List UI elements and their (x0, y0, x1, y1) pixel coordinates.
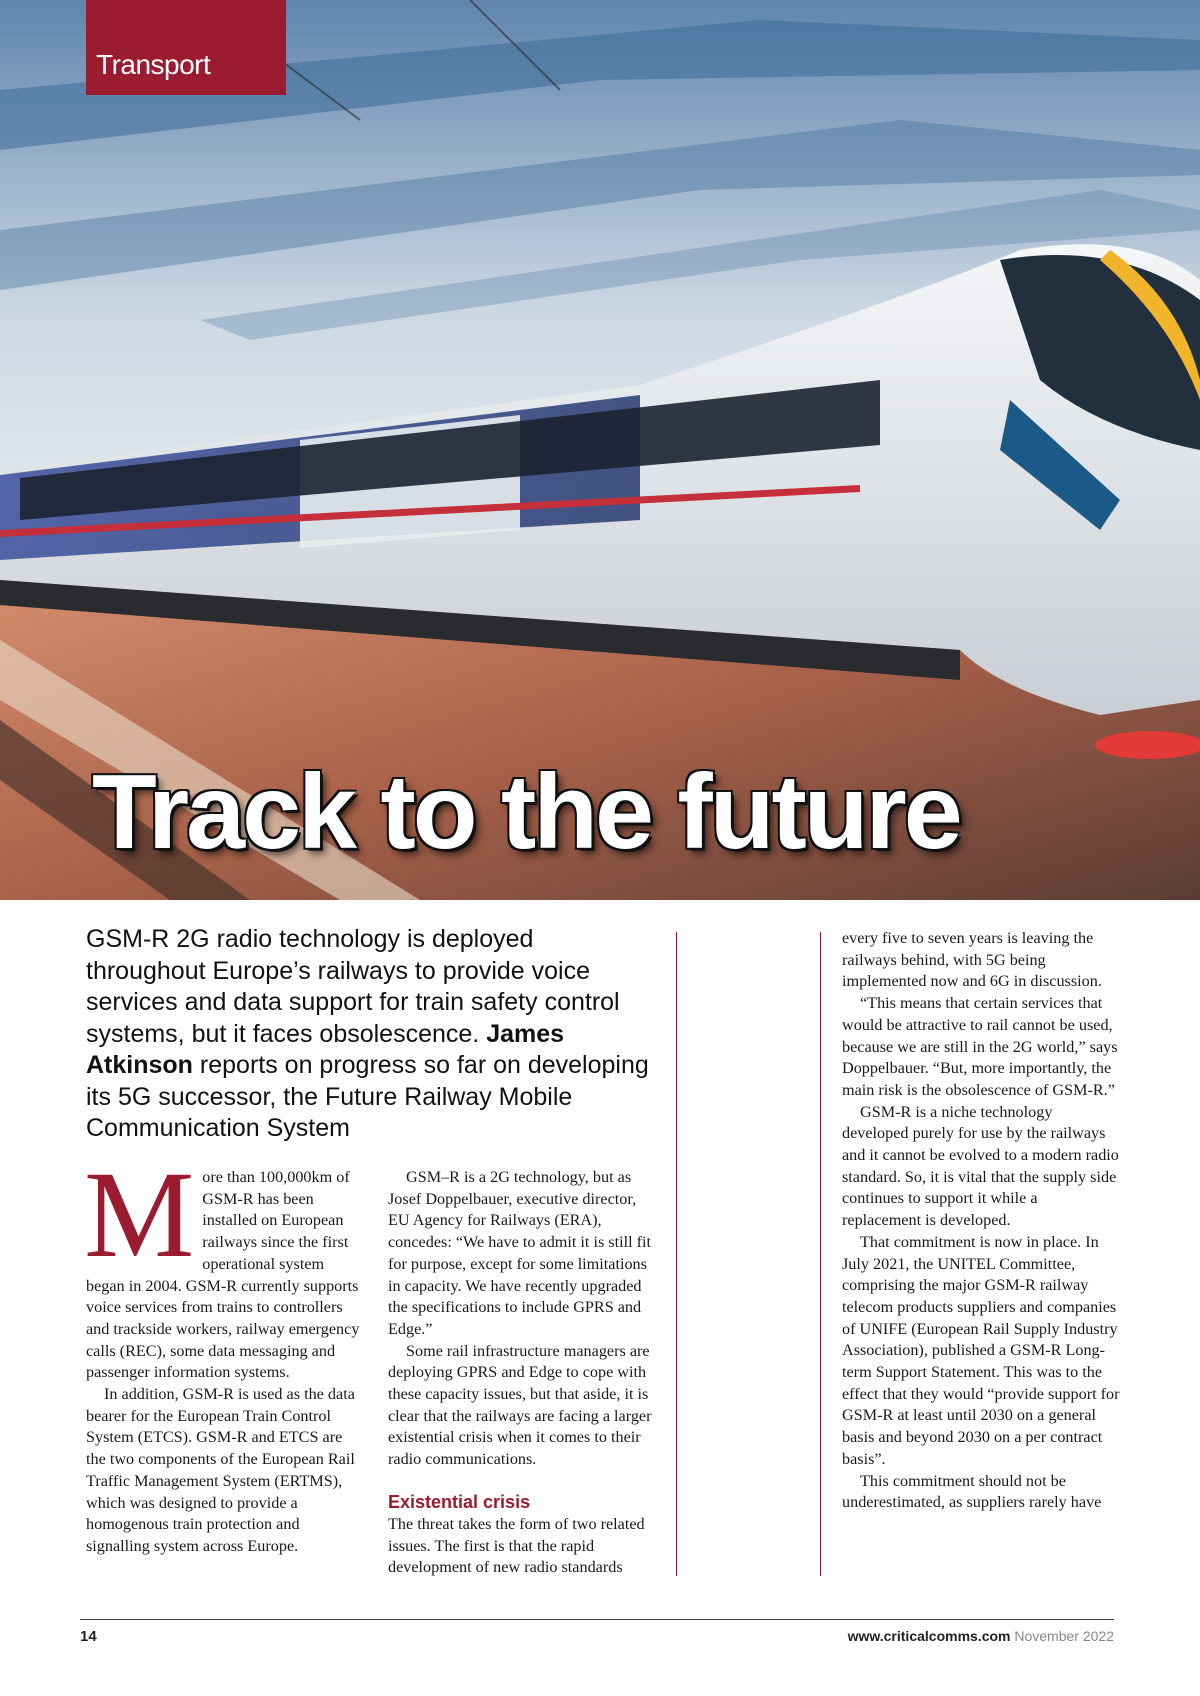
footer-publication (848, 1628, 1114, 1644)
body-column-2 (388, 1167, 660, 1579)
paragraph: “This means that certain services that would be attractive to rail cannot be used, because we are still in the 2G world,” says Doppelbauer. “But, more importantly, the main risk is the obsolescence of GSM-R.” (842, 994, 1118, 1099)
column-divider (676, 932, 677, 1576)
author-name: James Atkinson (86, 1019, 565, 1079)
paragraph: Some rail infrastructure managers are deploying GPRS and Edge to cope with these capacity issues, but that aside, it is clear that the railways are facing a larger existential crisis when it comes to their radio communications. (388, 1341, 652, 1469)
paragraph: In addition, GSM-R is used as the data bearer for the European Train Control System (ETCS). GSM-R and ETCS are the two components of the European Rail Traffic Management System (ERTMS), which was designed to provide a homogenous train protection and signalling system across Europe. (86, 1385, 355, 1555)
website-link[interactable]: www.criticalcomms.com (847, 1628, 1011, 1644)
footer-rule (80, 1619, 1114, 1620)
standfirst-outro: reports on progress so far on developing its 5G successor, the Future Railway Mobile Communication System (86, 1051, 649, 1142)
paragraph (84, 1146, 364, 1384)
section-label: Transport (96, 49, 211, 80)
body-column-1 (84, 1146, 364, 1558)
standfirst-intro: GSM-R 2G radio technology is deployed throughout Europe’s railways to provide voice services and data support for train safety control systems, but it faces obsolescence. (86, 925, 620, 1048)
paragraph: This commitment should not be underestimated, as suppliers rarely have (842, 1471, 1102, 1512)
issue-date: November 2022 (1014, 1628, 1114, 1644)
paragraph-text: ore than 100,000km of GSM-R has been installed on European railways since the first operational system began in 2004. GSM-R currently supports voice services from trains to controllers and trackside workers, railway emergency calls (REC), some data messaging and passenger information systems. (86, 1168, 360, 1382)
headline: Track to the future (92, 753, 960, 871)
standfirst (86, 924, 656, 1145)
section-tag (86, 0, 286, 95)
paragraph: That commitment is now in place. In July 2021, the UNITEL Committee, comprising the major GSM-R railway telecom products suppliers and companies of UNIFE (European Rail Supply Industry Association), published a GSM-R Long-term Support Statement. This was to the effect that they would “provide support for GSM-R at least until 2030 on a general basis and beyond 2030 on a per contract basis”. (842, 1232, 1120, 1468)
paragraph: GSM-R is a niche technology developed purely for use by the railways and it cannot be evolved to a modern radio standard. So, it is vital that the supply side continues to support it while a replacement is developed. (842, 1102, 1119, 1230)
body-column-3 (842, 928, 1120, 1514)
subheading: Existential crisis (388, 1491, 531, 1512)
column-divider (820, 932, 821, 1576)
page-number: 14 (80, 1628, 97, 1645)
paragraph: The threat takes the form of two related issues. The first is that the rapid development of new radio standards (388, 1514, 645, 1577)
paragraph: every five to seven years is leaving the railways behind, with 5G being implemented now and 6G in discussion. (842, 929, 1102, 991)
paragraph: GSM–R is a 2G technology, but as Josef Doppelbauer, executive director, EU Agency for Railways (ERA), concedes: “We have to admit it is still fit for purpose, except for some limitations in capacity. We have recently upgraded the specifications to include GPRS and Edge.” (388, 1168, 652, 1338)
drop-cap: M (84, 1146, 195, 1283)
